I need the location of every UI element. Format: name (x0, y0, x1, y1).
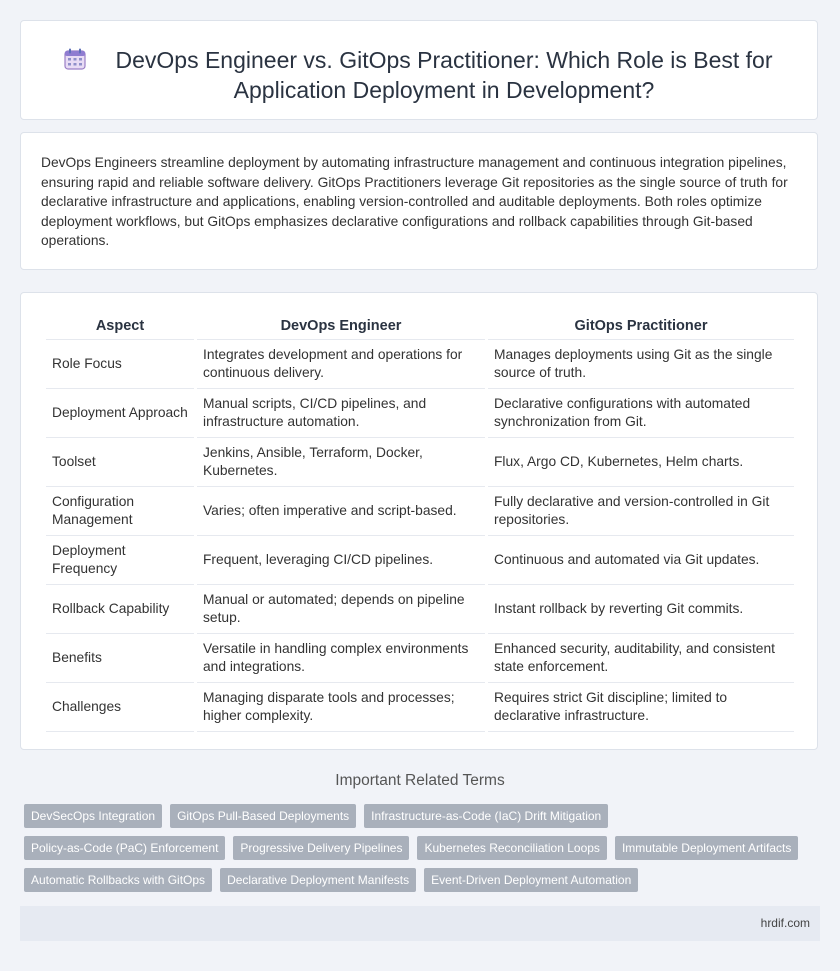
gitops-cell: Continuous and automated via Git updates. (488, 536, 794, 585)
table-row (46, 683, 794, 732)
aspect-cell: Role Focus (46, 340, 194, 389)
related-term-tag[interactable]: Event-Driven Deployment Automation (424, 868, 638, 892)
table-header-row (46, 313, 794, 340)
devops-cell: Frequent, leveraging CI/CD pipelines. (197, 536, 485, 585)
devops-cell: Manual scripts, CI/CD pipelines, and infrastructure automation. (197, 389, 485, 438)
related-terms-heading: Important Related Terms (335, 772, 505, 789)
gitops-cell: Declarative configurations with automated synchronization from Git. (488, 389, 794, 438)
related-term-tag[interactable]: Policy-as-Code (PaC) Enforcement (24, 836, 225, 860)
header-devops: DevOps Engineer (197, 313, 485, 340)
footer-site-link[interactable]: hrdif.com (760, 916, 810, 930)
gitops-cell: Enhanced security, auditability, and consistent state enforcement. (488, 634, 794, 683)
related-term-tag[interactable]: Progressive Delivery Pipelines (233, 836, 409, 860)
related-term-tag[interactable]: Infrastructure-as-Code (IaC) Drift Mitigation (364, 804, 608, 828)
related-term-tag[interactable]: DevSecOps Integration (24, 804, 162, 828)
gitops-cell: Requires strict Git discipline; limited to declarative infrastructure. (488, 683, 794, 732)
header-gitops: GitOps Practitioner (488, 313, 794, 340)
title-card (20, 20, 818, 120)
gitops-cell: Fully declarative and version-controlled in Git repositories. (488, 487, 794, 536)
table-row (46, 536, 794, 585)
table-row (46, 438, 794, 487)
aspect-cell: Deployment Approach (46, 389, 194, 438)
gitops-cell: Manages deployments using Git as the single source of truth. (488, 340, 794, 389)
table-row (46, 389, 794, 438)
devops-cell: Managing disparate tools and processes; higher complexity. (197, 683, 485, 732)
related-term-tag[interactable]: Automatic Rollbacks with GitOps (24, 868, 212, 892)
aspect-cell: Configuration Management (46, 487, 194, 536)
aspect-cell: Challenges (46, 683, 194, 732)
related-term-tag[interactable]: GitOps Pull-Based Deployments (170, 804, 356, 828)
devops-cell: Varies; often imperative and script-based. (197, 487, 485, 536)
related-term-tag[interactable]: Kubernetes Reconciliation Loops (417, 836, 606, 860)
header-aspect: Aspect (46, 313, 194, 340)
footer (20, 906, 820, 941)
related-terms-list (20, 804, 820, 900)
aspect-cell: Benefits (46, 634, 194, 683)
gitops-cell: Instant rollback by reverting Git commits. (488, 585, 794, 634)
gitops-cell: Flux, Argo CD, Kubernetes, Helm charts. (488, 438, 794, 487)
devops-cell: Integrates development and operations for continuous delivery. (197, 340, 485, 389)
related-term-tag[interactable]: Declarative Deployment Manifests (220, 868, 416, 892)
intro-paragraph: DevOps Engineers streamline deployment by automating infrastructure management and continuous integration pipelines, ensuring rapid and reliable software delivery. GitOps Practitioners leverage Git repositories as the single source of truth for declarative infrastructure and applications, enabling version-controlled and auditable deployments. Both roles optimize deployment workflows, but GitOps emphasizes declarative configurations and rollback capabilities through Git-based operations. (41, 155, 788, 249)
devops-cell: Manual or automated; depends on pipeline setup. (197, 585, 485, 634)
related-term-tag[interactable]: Immutable Deployment Artifacts (615, 836, 798, 860)
aspect-cell: Toolset (46, 438, 194, 487)
aspect-cell: Deployment Frequency (46, 536, 194, 585)
table-row (46, 487, 794, 536)
comparison-table (43, 313, 797, 732)
devops-cell: Jenkins, Ansible, Terraform, Docker, Kubernetes. (197, 438, 485, 487)
comparison-card (20, 292, 818, 750)
table-row (46, 340, 794, 389)
devops-cell: Versatile in handling complex environments and integrations. (197, 634, 485, 683)
table-row (46, 585, 794, 634)
aspect-cell: Rollback Capability (46, 585, 194, 634)
page-title: DevOps Engineer vs. GitOps Practitioner: Which Role is Best for Application Deployment in Development? (115, 47, 773, 103)
table-row (46, 634, 794, 683)
intro-card (20, 132, 818, 270)
